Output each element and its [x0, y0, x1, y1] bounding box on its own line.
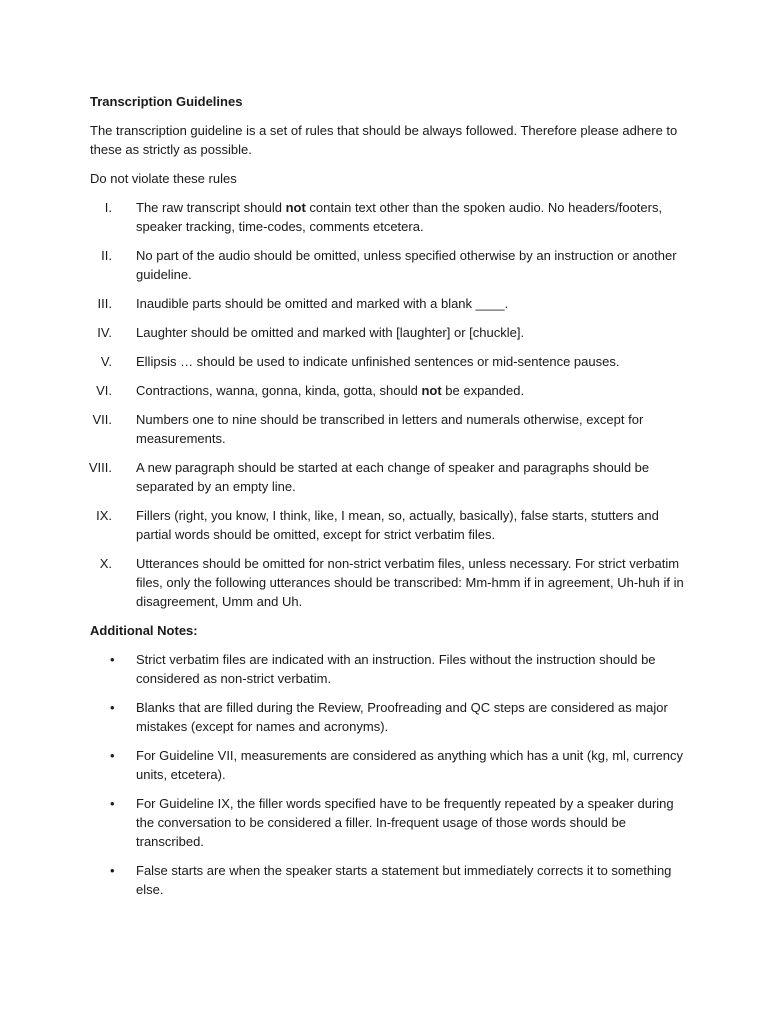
rule-item — [90, 294, 690, 313]
rules-list — [90, 198, 690, 611]
notes-list — [90, 650, 690, 899]
rule-text: Ellipsis … should be used to indicate unfinished sentences or mid-sentence pauses. — [136, 354, 620, 369]
bullet-icon: • — [110, 652, 115, 667]
rule-item — [90, 323, 690, 342]
rule-number: VII. — [92, 412, 112, 427]
rule-text: Fillers (right, you know, I think, like, I mean, so, actually, basically), false starts, stutters and partial words should be omitted, except for strict verbatim files. — [136, 508, 659, 542]
rule-item — [90, 381, 690, 400]
rule-text: No part of the audio should be omitted, unless specified otherwise by an instruction or another guideline. — [136, 248, 677, 282]
rule-number: IX. — [96, 508, 112, 523]
rule-text: Inaudible parts should be omitted and marked with a blank ____. — [136, 296, 509, 311]
note-item — [90, 794, 690, 851]
rules-lead: Do not violate these rules — [90, 171, 237, 186]
document-title: Transcription Guidelines — [90, 94, 243, 109]
rule-number: I. — [104, 200, 112, 215]
bullet-icon: • — [110, 796, 115, 811]
bullet-icon: • — [110, 748, 115, 763]
rule-number: II. — [101, 248, 112, 263]
rule-number: III. — [97, 296, 112, 311]
rule-emphasis: not — [421, 383, 442, 398]
rule-number: VIII. — [88, 460, 112, 475]
note-text: False starts are when the speaker starts a statement but immediately corrects it to something else. — [136, 863, 672, 897]
rule-text: The raw transcript should — [136, 200, 286, 215]
rule-item — [90, 410, 690, 448]
rule-text: Contractions, wanna, gonna, kinda, gotta, should — [136, 383, 422, 398]
rule-emphasis: not — [285, 200, 306, 215]
rule-item — [90, 352, 690, 371]
note-text: For Guideline VII, measurements are considered as anything which has a unit (kg, ml, currency units, etcetera). — [136, 748, 683, 782]
rule-text: A new paragraph should be started at each change of speaker and paragraphs should be separated by an empty line. — [136, 460, 650, 494]
rule-item — [90, 506, 690, 544]
rule-text: Numbers one to nine should be transcribed in letters and numerals otherwise, except for measurements. — [136, 412, 644, 446]
note-text: Strict verbatim files are indicated with an instruction. Files without the instruction should be considered as non-strict verbatim. — [136, 652, 656, 686]
bullet-icon: • — [110, 700, 115, 715]
rule-item — [90, 246, 690, 284]
rule-text-tail: be expanded. — [441, 383, 525, 398]
rule-text-tail: contain text other than the spoken audio. No headers/footers, speaker tracking, time-codes, comments etcetera. — [136, 200, 663, 234]
document-page — [90, 92, 690, 909]
note-item — [90, 650, 690, 688]
rule-text: Utterances should be omitted for non-strict verbatim files, unless necessary. For strict verbatim files, only the following utterances should be transcribed: Mm-hmm if in agreement, Uh-huh if in disagreement, Umm and Uh. — [136, 556, 684, 609]
rule-item — [90, 458, 690, 496]
note-item — [90, 698, 690, 736]
rule-text: Laughter should be omitted and marked with [laughter] or [chuckle]. — [136, 325, 525, 340]
notes-heading: Additional Notes: — [90, 623, 198, 638]
note-item — [90, 746, 690, 784]
note-item — [90, 861, 690, 899]
rule-number: VI. — [96, 383, 112, 398]
note-text: Blanks that are filled during the Review, Proofreading and QC steps are considered as major mistakes (except for names and acronyms). — [136, 700, 668, 734]
rule-number: V. — [100, 354, 112, 369]
rule-number: IV. — [97, 325, 112, 340]
intro-paragraph: The transcription guideline is a set of rules that should be always followed. Therefore please adhere to these as strictly as possible. — [90, 123, 678, 157]
bullet-icon: • — [110, 863, 115, 878]
rule-item — [90, 198, 690, 236]
rule-item — [90, 554, 690, 611]
rule-number: X. — [99, 556, 112, 571]
note-text: For Guideline IX, the filler words specified have to be frequently repeated by a speaker during the conversation to be considered a filler. In-frequent usage of those words should be transcribed. — [136, 796, 674, 849]
